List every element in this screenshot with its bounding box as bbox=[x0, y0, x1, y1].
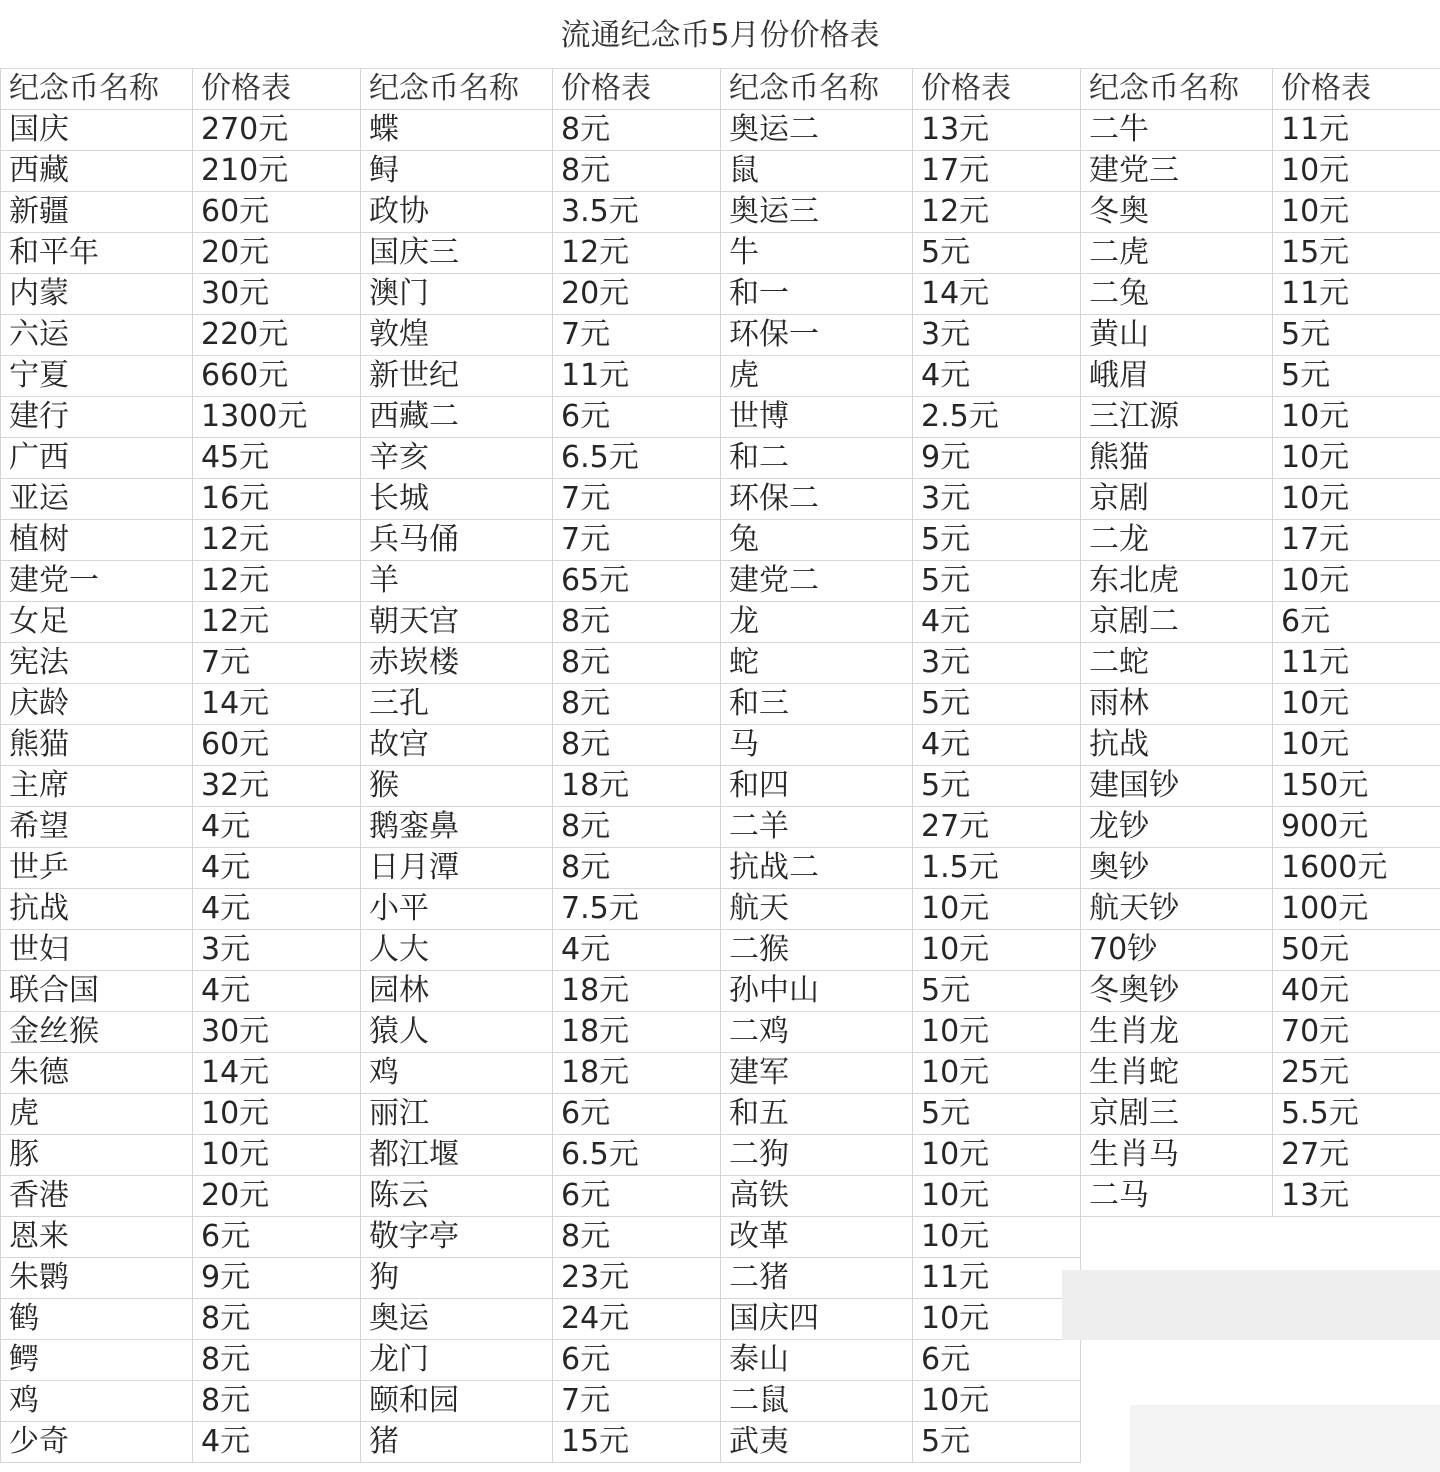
price-cell[interactable]: 5元 bbox=[913, 684, 1081, 725]
price-cell[interactable]: 1600元 bbox=[1273, 848, 1440, 889]
price-cell[interactable]: 10元 bbox=[913, 1299, 1081, 1340]
header-price[interactable]: 价格表 bbox=[193, 69, 361, 110]
coin-name-cell[interactable]: 和平年 bbox=[1, 233, 193, 274]
coin-name-cell[interactable]: 牛 bbox=[721, 233, 913, 274]
price-cell[interactable]: 8元 bbox=[553, 684, 721, 725]
coin-name-cell[interactable]: 奥钞 bbox=[1081, 848, 1273, 889]
price-cell[interactable]: 12元 bbox=[553, 233, 721, 274]
price-cell[interactable]: 8元 bbox=[193, 1340, 361, 1381]
coin-name-cell[interactable]: 抗战 bbox=[1081, 725, 1273, 766]
coin-name-cell[interactable]: 广西 bbox=[1, 438, 193, 479]
price-cell[interactable]: 6.5元 bbox=[553, 438, 721, 479]
coin-name-cell[interactable]: 生肖龙 bbox=[1081, 1012, 1273, 1053]
coin-name-cell[interactable]: 世博 bbox=[721, 397, 913, 438]
coin-name-cell[interactable]: 奥运 bbox=[361, 1299, 553, 1340]
price-cell[interactable]: 20元 bbox=[553, 274, 721, 315]
coin-name-cell[interactable]: 颐和园 bbox=[361, 1381, 553, 1422]
price-cell[interactable]: 10元 bbox=[913, 1012, 1081, 1053]
coin-name-cell[interactable]: 东北虎 bbox=[1081, 561, 1273, 602]
coin-name-cell[interactable]: 奥运二 bbox=[721, 110, 913, 151]
header-row bbox=[1, 69, 1440, 110]
coin-name-cell[interactable]: 宁夏 bbox=[1, 356, 193, 397]
coin-name-cell[interactable]: 和二 bbox=[721, 438, 913, 479]
coin-name-cell[interactable]: 二蛇 bbox=[1081, 643, 1273, 684]
coin-name-cell[interactable]: 新疆 bbox=[1, 192, 193, 233]
coin-name-cell[interactable]: 虎 bbox=[1, 1094, 193, 1135]
coin-name-cell[interactable]: 人大 bbox=[361, 930, 553, 971]
coin-name-cell[interactable]: 敦煌 bbox=[361, 315, 553, 356]
coin-name-cell[interactable]: 和五 bbox=[721, 1094, 913, 1135]
coin-name-cell[interactable]: 生肖蛇 bbox=[1081, 1053, 1273, 1094]
coin-name-cell[interactable]: 建党一 bbox=[1, 561, 193, 602]
price-cell[interactable]: 100元 bbox=[1273, 889, 1440, 930]
price-cell[interactable]: 6.5元 bbox=[553, 1135, 721, 1176]
price-cell[interactable]: 7元 bbox=[553, 1381, 721, 1422]
price-cell[interactable]: 660元 bbox=[193, 356, 361, 397]
coin-name-cell[interactable]: 鲟 bbox=[361, 151, 553, 192]
coin-name-cell[interactable]: 京剧三 bbox=[1081, 1094, 1273, 1135]
coin-name-cell[interactable]: 兔 bbox=[721, 520, 913, 561]
coin-name-cell[interactable]: 三江源 bbox=[1081, 397, 1273, 438]
table-row bbox=[1, 602, 1440, 643]
price-cell[interactable]: 150元 bbox=[1273, 766, 1440, 807]
coin-name-cell[interactable]: 熊猫 bbox=[1081, 438, 1273, 479]
coin-name-cell[interactable]: 澳门 bbox=[361, 274, 553, 315]
coin-name-cell[interactable]: 武夷 bbox=[721, 1422, 913, 1463]
coin-name-cell[interactable]: 植树 bbox=[1, 520, 193, 561]
coin-name-cell[interactable]: 峨眉 bbox=[1081, 356, 1273, 397]
coin-name-cell[interactable]: 京剧 bbox=[1081, 479, 1273, 520]
coin-name-cell[interactable]: 改革 bbox=[721, 1217, 913, 1258]
price-cell[interactable]: 45元 bbox=[193, 438, 361, 479]
price-cell[interactable]: 4元 bbox=[913, 725, 1081, 766]
price-cell[interactable]: 14元 bbox=[193, 684, 361, 725]
coin-name-cell[interactable]: 猿人 bbox=[361, 1012, 553, 1053]
coin-name-cell[interactable]: 孙中山 bbox=[721, 971, 913, 1012]
table-row bbox=[1, 807, 1440, 848]
price-cell[interactable]: 1.5元 bbox=[913, 848, 1081, 889]
price-cell[interactable]: 18元 bbox=[553, 971, 721, 1012]
price-cell[interactable]: 10元 bbox=[913, 1053, 1081, 1094]
coin-name-cell[interactable]: 鳄 bbox=[1, 1340, 193, 1381]
table-body bbox=[1, 69, 1440, 1463]
price-cell[interactable]: 10元 bbox=[1273, 397, 1440, 438]
table-row bbox=[1, 1340, 1440, 1381]
coin-name-cell[interactable]: 国庆 bbox=[1, 110, 193, 151]
coin-name-cell[interactable]: 二鸡 bbox=[721, 1012, 913, 1053]
coin-name-cell[interactable]: 抗战 bbox=[1, 889, 193, 930]
price-cell[interactable]: 1300元 bbox=[193, 397, 361, 438]
coin-name-cell[interactable]: 国庆三 bbox=[361, 233, 553, 274]
price-cell[interactable]: 9元 bbox=[913, 438, 1081, 479]
price-cell[interactable]: 10元 bbox=[1273, 438, 1440, 479]
price-cell[interactable]: 18元 bbox=[553, 1053, 721, 1094]
price-cell[interactable]: 5元 bbox=[913, 1422, 1081, 1463]
coin-name-cell[interactable]: 三孔 bbox=[361, 684, 553, 725]
coin-name-cell[interactable]: 马 bbox=[721, 725, 913, 766]
price-cell[interactable]: 4元 bbox=[913, 356, 1081, 397]
price-cell[interactable]: 13元 bbox=[1273, 1176, 1440, 1217]
coin-name-cell[interactable]: 环保二 bbox=[721, 479, 913, 520]
price-cell[interactable]: 14元 bbox=[193, 1053, 361, 1094]
coin-name-cell[interactable]: 龙 bbox=[721, 602, 913, 643]
price-cell[interactable]: 10元 bbox=[1273, 684, 1440, 725]
price-cell[interactable]: 6元 bbox=[553, 1094, 721, 1135]
price-cell[interactable]: 4元 bbox=[553, 930, 721, 971]
page-title: 流通纪念币5月份价格表 bbox=[560, 18, 880, 53]
coin-name-cell[interactable]: 和三 bbox=[721, 684, 913, 725]
price-cell[interactable]: 270元 bbox=[193, 110, 361, 151]
coin-name-cell[interactable]: 赤崁楼 bbox=[361, 643, 553, 684]
price-cell[interactable]: 11元 bbox=[913, 1258, 1081, 1299]
table-row bbox=[1, 1217, 1440, 1258]
coin-name-cell[interactable]: 蝶 bbox=[361, 110, 553, 151]
table-row bbox=[1, 479, 1440, 520]
table-row bbox=[1, 766, 1440, 807]
price-cell[interactable]: 5.5元 bbox=[1273, 1094, 1440, 1135]
price-cell[interactable]: 18元 bbox=[553, 766, 721, 807]
price-cell[interactable]: 10元 bbox=[913, 1217, 1081, 1258]
price-cell[interactable]: 6元 bbox=[1273, 602, 1440, 643]
coin-name-cell[interactable]: 航天 bbox=[721, 889, 913, 930]
price-cell[interactable]: 3元 bbox=[913, 479, 1081, 520]
price-cell[interactable]: 15元 bbox=[1273, 233, 1440, 274]
price-cell[interactable]: 9元 bbox=[193, 1258, 361, 1299]
coin-name-cell[interactable]: 陈云 bbox=[361, 1176, 553, 1217]
price-cell[interactable]: 5元 bbox=[1273, 315, 1440, 356]
coin-name-cell[interactable]: 二兔 bbox=[1081, 274, 1273, 315]
price-cell[interactable]: 12元 bbox=[193, 561, 361, 602]
coin-name-cell[interactable]: 建军 bbox=[721, 1053, 913, 1094]
header-coin-name[interactable]: 纪念币名称 bbox=[721, 69, 913, 110]
price-cell[interactable]: 900元 bbox=[1273, 807, 1440, 848]
price-cell[interactable]: 8元 bbox=[553, 807, 721, 848]
price-cell[interactable]: 10元 bbox=[913, 1176, 1081, 1217]
price-cell[interactable]: 10元 bbox=[1273, 479, 1440, 520]
price-cell[interactable]: 3.5元 bbox=[553, 192, 721, 233]
coin-name-cell[interactable]: 虎 bbox=[721, 356, 913, 397]
coin-name-cell[interactable]: 金丝猴 bbox=[1, 1012, 193, 1053]
price-cell[interactable]: 8元 bbox=[553, 1217, 721, 1258]
coin-name-cell[interactable]: 和一 bbox=[721, 274, 913, 315]
coin-name-cell[interactable]: 抗战二 bbox=[721, 848, 913, 889]
price-cell[interactable]: 13元 bbox=[913, 110, 1081, 151]
coin-name-cell[interactable]: 雨林 bbox=[1081, 684, 1273, 725]
price-cell[interactable]: 60元 bbox=[193, 192, 361, 233]
coin-name-cell[interactable]: 京剧二 bbox=[1081, 602, 1273, 643]
price-cell[interactable]: 12元 bbox=[913, 192, 1081, 233]
price-cell[interactable]: 8元 bbox=[193, 1299, 361, 1340]
table-row bbox=[1, 233, 1440, 274]
price-cell[interactable]: 210元 bbox=[193, 151, 361, 192]
table-row bbox=[1, 1135, 1440, 1176]
coin-name-cell[interactable]: 鹅銮鼻 bbox=[361, 807, 553, 848]
empty-cell[interactable] bbox=[1081, 1340, 1273, 1381]
coin-name-cell[interactable]: 奥运三 bbox=[721, 192, 913, 233]
coin-name-cell[interactable]: 鼠 bbox=[721, 151, 913, 192]
price-cell[interactable]: 24元 bbox=[553, 1299, 721, 1340]
table-row bbox=[1, 684, 1440, 725]
price-cell[interactable]: 5元 bbox=[913, 520, 1081, 561]
price-cell[interactable]: 7元 bbox=[193, 643, 361, 684]
price-cell[interactable]: 27元 bbox=[1273, 1135, 1440, 1176]
price-cell[interactable]: 10元 bbox=[1273, 725, 1440, 766]
price-cell[interactable]: 12元 bbox=[193, 520, 361, 561]
coin-name-cell[interactable]: 建党二 bbox=[721, 561, 913, 602]
table-row bbox=[1, 1012, 1440, 1053]
price-cell[interactable]: 6元 bbox=[193, 1217, 361, 1258]
table-row bbox=[1, 315, 1440, 356]
table-row bbox=[1, 274, 1440, 315]
coin-name-cell[interactable]: 二龙 bbox=[1081, 520, 1273, 561]
price-cell[interactable]: 6元 bbox=[553, 397, 721, 438]
coin-name-cell[interactable]: 故宫 bbox=[361, 725, 553, 766]
coin-name-cell[interactable]: 黄山 bbox=[1081, 315, 1273, 356]
coin-name-cell[interactable]: 辛亥 bbox=[361, 438, 553, 479]
blurred-watermark bbox=[1130, 1405, 1440, 1472]
coin-name-cell[interactable]: 二狗 bbox=[721, 1135, 913, 1176]
coin-name-cell[interactable]: 内蒙 bbox=[1, 274, 193, 315]
price-cell[interactable]: 18元 bbox=[553, 1012, 721, 1053]
price-cell[interactable]: 40元 bbox=[1273, 971, 1440, 1012]
price-cell[interactable]: 10元 bbox=[913, 889, 1081, 930]
coin-name-cell[interactable]: 泰山 bbox=[721, 1340, 913, 1381]
coin-name-cell[interactable]: 建党三 bbox=[1081, 151, 1273, 192]
coin-name-cell[interactable]: 少奇 bbox=[1, 1422, 193, 1463]
coin-name-cell[interactable]: 日月潭 bbox=[361, 848, 553, 889]
coin-name-cell[interactable]: 猪 bbox=[361, 1422, 553, 1463]
blurred-watermark bbox=[1062, 1270, 1440, 1340]
coin-name-cell[interactable]: 小平 bbox=[361, 889, 553, 930]
coin-name-cell[interactable]: 联合国 bbox=[1, 971, 193, 1012]
table-row bbox=[1, 848, 1440, 889]
price-cell[interactable]: 5元 bbox=[913, 1094, 1081, 1135]
price-cell[interactable]: 11元 bbox=[1273, 643, 1440, 684]
table-row bbox=[1, 1053, 1440, 1094]
table-row bbox=[1, 151, 1440, 192]
header-coin-name[interactable]: 纪念币名称 bbox=[1081, 69, 1273, 110]
coin-name-cell[interactable]: 兵马俑 bbox=[361, 520, 553, 561]
coin-name-cell[interactable]: 蛇 bbox=[721, 643, 913, 684]
price-cell[interactable]: 10元 bbox=[1273, 561, 1440, 602]
price-cell[interactable]: 3元 bbox=[913, 315, 1081, 356]
header-coin-name[interactable]: 纪念币名称 bbox=[1, 69, 193, 110]
coin-name-cell[interactable]: 国庆四 bbox=[721, 1299, 913, 1340]
coin-name-cell[interactable]: 世乒 bbox=[1, 848, 193, 889]
coin-name-cell[interactable]: 生肖马 bbox=[1081, 1135, 1273, 1176]
price-cell[interactable]: 10元 bbox=[913, 930, 1081, 971]
price-cell[interactable]: 70元 bbox=[1273, 1012, 1440, 1053]
price-cell[interactable]: 5元 bbox=[1273, 356, 1440, 397]
table-row bbox=[1, 889, 1440, 930]
price-cell[interactable]: 4元 bbox=[913, 602, 1081, 643]
price-cell[interactable]: 8元 bbox=[553, 643, 721, 684]
coin-name-cell[interactable]: 二羊 bbox=[721, 807, 913, 848]
price-cell[interactable]: 10元 bbox=[193, 1135, 361, 1176]
empty-cell[interactable] bbox=[1273, 1217, 1440, 1258]
price-cell[interactable]: 10元 bbox=[193, 1094, 361, 1135]
price-cell[interactable]: 5元 bbox=[913, 233, 1081, 274]
header-price[interactable]: 价格表 bbox=[1273, 69, 1440, 110]
coin-name-cell[interactable]: 二猴 bbox=[721, 930, 913, 971]
price-cell[interactable]: 4元 bbox=[193, 807, 361, 848]
price-cell[interactable]: 12元 bbox=[193, 602, 361, 643]
price-cell[interactable]: 220元 bbox=[193, 315, 361, 356]
price-cell[interactable]: 3元 bbox=[193, 930, 361, 971]
coin-name-cell[interactable]: 狗 bbox=[361, 1258, 553, 1299]
header-coin-name[interactable]: 纪念币名称 bbox=[361, 69, 553, 110]
empty-cell[interactable] bbox=[1081, 1217, 1273, 1258]
table-row bbox=[1, 1094, 1440, 1135]
coin-name-cell[interactable]: 朱德 bbox=[1, 1053, 193, 1094]
coin-name-cell[interactable]: 龙钞 bbox=[1081, 807, 1273, 848]
price-cell[interactable]: 5元 bbox=[913, 971, 1081, 1012]
price-cell[interactable]: 32元 bbox=[193, 766, 361, 807]
price-cell[interactable]: 4元 bbox=[193, 889, 361, 930]
coin-name-cell[interactable]: 70钞 bbox=[1081, 930, 1273, 971]
coin-name-cell[interactable]: 主席 bbox=[1, 766, 193, 807]
price-cell[interactable]: 20元 bbox=[193, 1176, 361, 1217]
coin-name-cell[interactable]: 鹤 bbox=[1, 1299, 193, 1340]
table-row bbox=[1, 438, 1440, 479]
price-cell[interactable]: 11元 bbox=[553, 356, 721, 397]
price-cell[interactable]: 8元 bbox=[553, 110, 721, 151]
table-row bbox=[1, 192, 1440, 233]
coin-name-cell[interactable]: 丽江 bbox=[361, 1094, 553, 1135]
coin-name-cell[interactable]: 朝天宫 bbox=[361, 602, 553, 643]
header-price[interactable]: 价格表 bbox=[913, 69, 1081, 110]
price-cell[interactable]: 23元 bbox=[553, 1258, 721, 1299]
price-cell[interactable]: 10元 bbox=[913, 1135, 1081, 1176]
coin-name-cell[interactable]: 二猪 bbox=[721, 1258, 913, 1299]
coin-name-cell[interactable]: 庆龄 bbox=[1, 684, 193, 725]
price-cell[interactable]: 30元 bbox=[193, 1012, 361, 1053]
price-cell[interactable]: 4元 bbox=[193, 971, 361, 1012]
coin-name-cell[interactable]: 豚 bbox=[1, 1135, 193, 1176]
price-cell[interactable]: 25元 bbox=[1273, 1053, 1440, 1094]
coin-name-cell[interactable]: 六运 bbox=[1, 315, 193, 356]
coin-name-cell[interactable]: 恩来 bbox=[1, 1217, 193, 1258]
price-table bbox=[0, 68, 1440, 1463]
price-cell[interactable]: 10元 bbox=[1273, 192, 1440, 233]
price-cell[interactable]: 7元 bbox=[553, 479, 721, 520]
coin-name-cell[interactable]: 西藏 bbox=[1, 151, 193, 192]
price-cell[interactable]: 8元 bbox=[553, 151, 721, 192]
price-cell[interactable]: 15元 bbox=[553, 1422, 721, 1463]
coin-name-cell[interactable]: 环保一 bbox=[721, 315, 913, 356]
coin-name-cell[interactable]: 鸡 bbox=[361, 1053, 553, 1094]
coin-name-cell[interactable]: 羊 bbox=[361, 561, 553, 602]
price-cell[interactable]: 4元 bbox=[193, 848, 361, 889]
price-cell[interactable]: 5元 bbox=[913, 561, 1081, 602]
price-cell[interactable]: 8元 bbox=[553, 602, 721, 643]
price-cell[interactable]: 50元 bbox=[1273, 930, 1440, 971]
coin-name-cell[interactable]: 敬字亭 bbox=[361, 1217, 553, 1258]
coin-name-cell[interactable]: 政协 bbox=[361, 192, 553, 233]
table-row bbox=[1, 520, 1440, 561]
table-row bbox=[1, 971, 1440, 1012]
coin-name-cell[interactable]: 都江堰 bbox=[361, 1135, 553, 1176]
table-row bbox=[1, 561, 1440, 602]
coin-name-cell[interactable]: 冬奥钞 bbox=[1081, 971, 1273, 1012]
price-cell[interactable]: 7.5元 bbox=[553, 889, 721, 930]
table-row bbox=[1, 643, 1440, 684]
coin-name-cell[interactable]: 西藏二 bbox=[361, 397, 553, 438]
price-cell[interactable]: 14元 bbox=[913, 274, 1081, 315]
price-cell[interactable]: 8元 bbox=[193, 1381, 361, 1422]
price-cell[interactable]: 8元 bbox=[553, 725, 721, 766]
coin-name-cell[interactable]: 二牛 bbox=[1081, 110, 1273, 151]
coin-name-cell[interactable]: 园林 bbox=[361, 971, 553, 1012]
price-cell[interactable]: 60元 bbox=[193, 725, 361, 766]
price-cell[interactable]: 10元 bbox=[1273, 151, 1440, 192]
coin-name-cell[interactable]: 新世纪 bbox=[361, 356, 553, 397]
price-cell[interactable]: 17元 bbox=[1273, 520, 1440, 561]
price-cell[interactable]: 30元 bbox=[193, 274, 361, 315]
table-row bbox=[1, 1176, 1440, 1217]
coin-name-cell[interactable]: 二虎 bbox=[1081, 233, 1273, 274]
table-row bbox=[1, 930, 1440, 971]
coin-name-cell[interactable]: 冬奥 bbox=[1081, 192, 1273, 233]
coin-name-cell[interactable]: 女足 bbox=[1, 602, 193, 643]
coin-name-cell[interactable]: 和四 bbox=[721, 766, 913, 807]
coin-name-cell[interactable]: 世妇 bbox=[1, 930, 193, 971]
coin-name-cell[interactable]: 高铁 bbox=[721, 1176, 913, 1217]
price-cell[interactable]: 6元 bbox=[553, 1340, 721, 1381]
price-cell[interactable]: 65元 bbox=[553, 561, 721, 602]
empty-cell[interactable] bbox=[1273, 1340, 1440, 1381]
coin-name-cell[interactable]: 建行 bbox=[1, 397, 193, 438]
coin-name-cell[interactable]: 熊猫 bbox=[1, 725, 193, 766]
coin-name-cell[interactable]: 宪法 bbox=[1, 643, 193, 684]
price-cell[interactable]: 10元 bbox=[913, 1381, 1081, 1422]
price-cell[interactable]: 27元 bbox=[913, 807, 1081, 848]
coin-name-cell[interactable]: 长城 bbox=[361, 479, 553, 520]
table-row bbox=[1, 356, 1440, 397]
coin-name-cell[interactable]: 香港 bbox=[1, 1176, 193, 1217]
price-cell[interactable]: 7元 bbox=[553, 520, 721, 561]
price-cell[interactable]: 6元 bbox=[553, 1176, 721, 1217]
price-cell[interactable]: 8元 bbox=[553, 848, 721, 889]
coin-name-cell[interactable]: 二马 bbox=[1081, 1176, 1273, 1217]
coin-name-cell[interactable]: 龙门 bbox=[361, 1340, 553, 1381]
price-cell[interactable]: 20元 bbox=[193, 233, 361, 274]
price-cell[interactable]: 11元 bbox=[1273, 274, 1440, 315]
coin-name-cell[interactable]: 航天钞 bbox=[1081, 889, 1273, 930]
price-cell[interactable]: 6元 bbox=[913, 1340, 1081, 1381]
price-cell[interactable]: 3元 bbox=[913, 643, 1081, 684]
coin-name-cell[interactable]: 朱鹮 bbox=[1, 1258, 193, 1299]
coin-name-cell[interactable]: 鸡 bbox=[1, 1381, 193, 1422]
coin-name-cell[interactable]: 希望 bbox=[1, 807, 193, 848]
price-cell[interactable]: 11元 bbox=[1273, 110, 1440, 151]
table-row bbox=[1, 110, 1440, 151]
header-price[interactable]: 价格表 bbox=[553, 69, 721, 110]
price-cell[interactable]: 17元 bbox=[913, 151, 1081, 192]
price-cell[interactable]: 7元 bbox=[553, 315, 721, 356]
price-cell[interactable]: 4元 bbox=[193, 1422, 361, 1463]
price-cell[interactable]: 5元 bbox=[913, 766, 1081, 807]
coin-name-cell[interactable]: 亚运 bbox=[1, 479, 193, 520]
table-row bbox=[1, 397, 1440, 438]
price-cell[interactable]: 16元 bbox=[193, 479, 361, 520]
price-cell[interactable]: 2.5元 bbox=[913, 397, 1081, 438]
coin-name-cell[interactable]: 猴 bbox=[361, 766, 553, 807]
table-row bbox=[1, 725, 1440, 766]
coin-name-cell[interactable]: 二鼠 bbox=[721, 1381, 913, 1422]
coin-name-cell[interactable]: 建国钞 bbox=[1081, 766, 1273, 807]
